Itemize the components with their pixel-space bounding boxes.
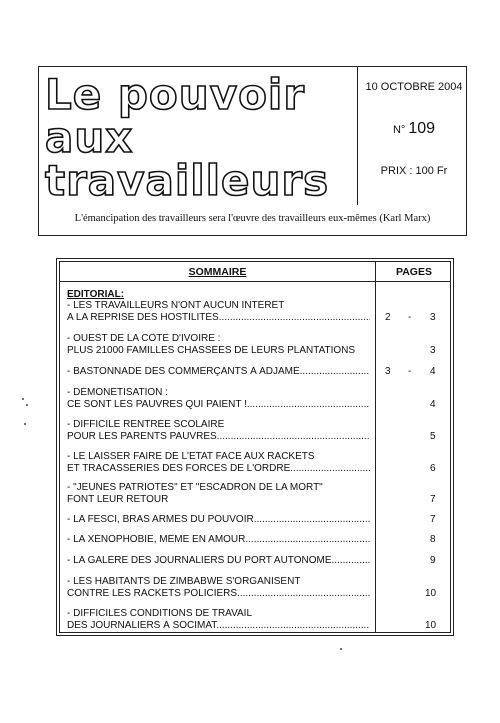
toc-entry-line2: DES JOURNALIERS À SOCIMAT ..... bbox=[67, 620, 370, 632]
toc-entry-line1: - BASTONNADE DES COMMERÇANTS À ADJAMÉ ..... bbox=[67, 366, 370, 378]
toc-entry-line1: - LA XÉNOPHOBIE, MÊME EN AMOUR ..... bbox=[67, 534, 370, 546]
toc-page-from: 3 bbox=[385, 366, 391, 377]
toc-entry-line1: - OUEST DE LA CÔTE D'IVOIRE : bbox=[67, 333, 221, 344]
toc-page-dash: - bbox=[408, 366, 412, 377]
toc-entry bbox=[67, 576, 370, 599]
toc-entry-line2: A LA REPRISE DES HOSTILITÉS ..... bbox=[67, 312, 370, 324]
toc-page-dash: - bbox=[408, 312, 412, 323]
toc-entry bbox=[67, 333, 370, 356]
scan-speck bbox=[24, 423, 26, 425]
toc-page: 10 bbox=[425, 588, 437, 599]
editorial-label: EDITORIAL: bbox=[67, 289, 125, 300]
toc-entry bbox=[67, 300, 370, 323]
toc-entry bbox=[67, 451, 370, 474]
sommaire-heading: SOMMAIRE bbox=[188, 266, 247, 278]
toc-page: 6 bbox=[430, 463, 436, 474]
issue-number bbox=[364, 120, 464, 138]
toc-page: 10 bbox=[425, 620, 437, 631]
toc-page: 5 bbox=[430, 431, 436, 442]
pages-heading: PAGES bbox=[396, 266, 432, 278]
toc-entry-line2: PLUS 21000 FAMILLES CHASSÉES DE LEURS PLANTATIONS bbox=[67, 344, 356, 356]
issue-prefix: N° bbox=[392, 124, 406, 136]
toc-page: 4 bbox=[430, 399, 436, 410]
toc-entry bbox=[67, 608, 370, 631]
toc-entry bbox=[67, 534, 370, 546]
toc-entry bbox=[67, 514, 370, 526]
toc-entry-line1: - DIFFICILE RENTRÉE SCOLAIRE bbox=[67, 419, 225, 430]
toc-entry bbox=[67, 366, 370, 378]
toc-entry-line1: - DIFFICILES CONDITIONS DE TRAVAIL bbox=[67, 608, 253, 619]
toc-entry-line2: CE SONT LES PAUVRES QUI PAIENT ! ..... bbox=[67, 399, 370, 411]
toc-page-to: 3 bbox=[430, 312, 436, 323]
toc-page: 3 bbox=[430, 345, 436, 356]
toc-entry-line1: - LA GALÈRE DES JOURNALIERS DU PORT AUTONOME ..... bbox=[67, 555, 370, 567]
title-line-1: Le pouvoir bbox=[45, 70, 306, 119]
toc-entry-line1: - DÉMONÉTISATION : bbox=[67, 387, 168, 398]
toc-page: 9 bbox=[430, 555, 436, 566]
toc-entry bbox=[67, 419, 370, 442]
toc-page: 8 bbox=[430, 534, 436, 545]
issue-number-value: 109 bbox=[408, 120, 436, 137]
scan-speck bbox=[22, 398, 24, 400]
table-of-contents bbox=[56, 258, 454, 636]
motto: L'émancipation des travailleurs sera l'œuvre des travailleurs eux-mêmes (Karl Marx) bbox=[74, 213, 431, 224]
toc-header-rule bbox=[60, 281, 450, 282]
toc-entry bbox=[67, 555, 370, 567]
masthead-box bbox=[38, 66, 467, 236]
toc-entry-line1: - LES HABITANTS DE ZIMBABWE S'ORGANISENT bbox=[67, 576, 301, 587]
scan-speck bbox=[340, 648, 342, 650]
toc-page: 7 bbox=[430, 514, 436, 525]
toc-page-to: 4 bbox=[430, 366, 436, 377]
issue-price: PRIX : 100 Fr bbox=[380, 165, 448, 177]
toc-entry-line2: FONT LEUR RETOUR bbox=[67, 493, 169, 505]
scan-speck bbox=[26, 404, 28, 406]
masthead-divider bbox=[357, 67, 358, 205]
toc-column-divider bbox=[375, 262, 376, 632]
issue-date: 10 OCTOBRE 2004 bbox=[365, 81, 463, 93]
toc-entry bbox=[67, 387, 370, 410]
toc-entry-line1: - LA FESCI, BRAS ARMÉS DU POUVOIR ..... bbox=[67, 514, 370, 526]
toc-entry-line2: ET TRACASSERIES DES FORCES DE L'ORDRE ..... bbox=[67, 463, 370, 475]
toc-entry-line1: - LE LAISSER FAIRE DE L'ETAT FACE AUX RACKETS bbox=[67, 451, 315, 462]
title-line-3: travailleurs bbox=[45, 156, 330, 205]
toc-entry bbox=[67, 482, 370, 505]
toc-entry-line2: POUR LES PARENTS PAUVRES ..... bbox=[67, 431, 370, 443]
toc-entry-line2: CONTRE LES RACKETS POLICIERS ..... bbox=[67, 588, 370, 600]
title-line-2: aux bbox=[45, 113, 134, 162]
toc-page: 7 bbox=[430, 494, 436, 505]
toc-entry-line1: - "JEUNES PATRIOTES" ET "ESCADRON DE LA MORT" bbox=[67, 482, 323, 493]
toc-page-from: 2 bbox=[385, 312, 391, 323]
toc-entry-line1: - LES TRAVAILLEURS N'ONT AUCUN INTÉRÊT bbox=[67, 300, 285, 311]
toc-inner-frame bbox=[59, 261, 451, 633]
newspaper-title bbox=[45, 70, 350, 205]
